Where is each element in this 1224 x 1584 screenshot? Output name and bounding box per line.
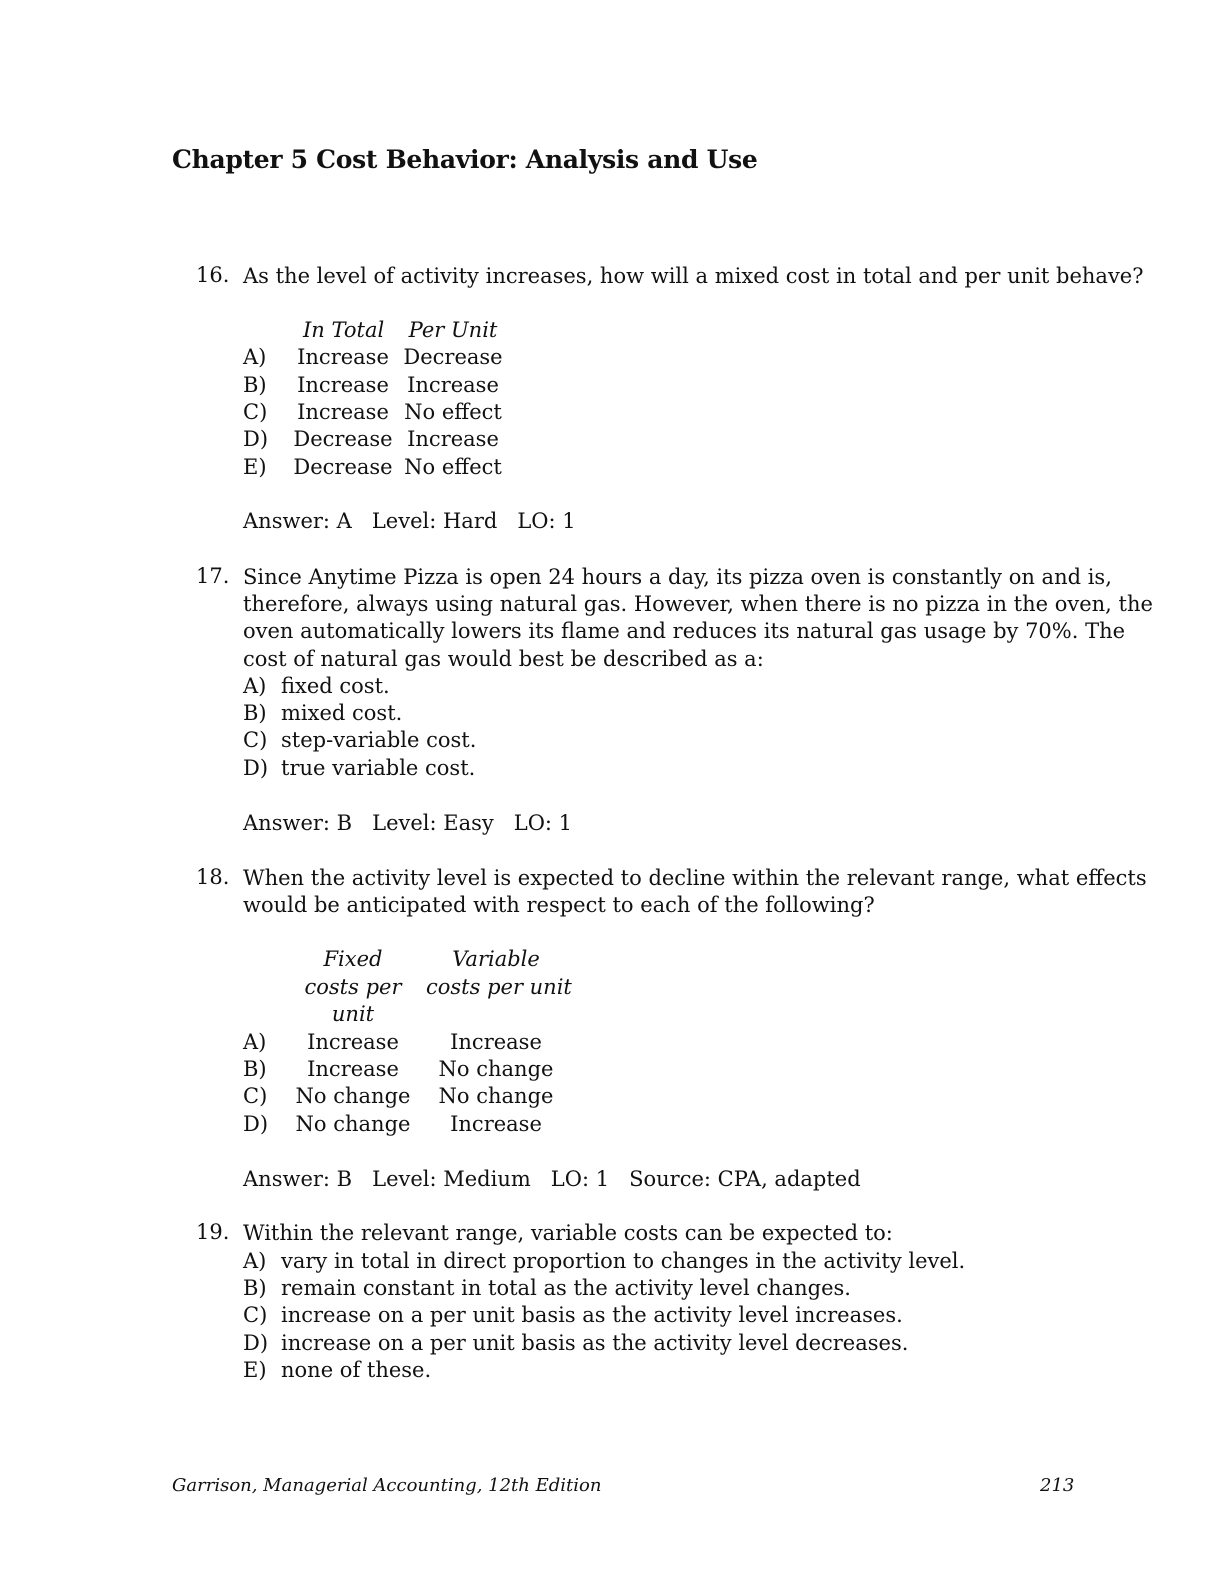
table-cell: No change	[438, 1084, 554, 1108]
table-cell: No change	[295, 1112, 411, 1136]
option-label: A)	[243, 1249, 267, 1273]
answer-line: Answer: A Level: Hard LO: 1	[243, 509, 576, 533]
question-number: 18.	[196, 865, 230, 889]
option-text: remain constant in total as the activity level changes.	[281, 1276, 851, 1300]
option-label: C)	[243, 1084, 268, 1108]
option-text: step-variable cost.	[281, 728, 477, 752]
table-cell: No change	[438, 1057, 554, 1081]
column-header: Variable	[452, 947, 540, 971]
option-label: E)	[243, 455, 267, 479]
question-text-line: Since Anytime Pizza is open 24 hours a day, its pizza oven is constantly on and is,	[243, 565, 1112, 589]
table-cell: Increase	[407, 427, 499, 451]
table-cell: Increase	[297, 373, 389, 397]
table-cell: Decrease	[293, 427, 393, 451]
question-text-line: oven automatically lowers its flame and reduces its natural gas usage by 70%. The	[243, 619, 1126, 643]
question-text: As the level of activity increases, how will a mixed cost in total and per unit behave?	[243, 264, 1144, 288]
question-number: 16.	[196, 263, 230, 287]
option-label: D)	[243, 1112, 269, 1136]
column-header: costs per	[304, 975, 402, 999]
table-cell: Decrease	[403, 345, 503, 369]
table-cell: Decrease	[293, 455, 393, 479]
option-label: B)	[243, 1057, 267, 1081]
table-cell: Increase	[407, 373, 499, 397]
option-label: A)	[243, 674, 267, 698]
table-cell: Increase	[297, 345, 389, 369]
option-label: D)	[243, 427, 269, 451]
option-label: C)	[243, 728, 268, 752]
table-cell: Increase	[307, 1057, 399, 1081]
option-text: none of these.	[281, 1358, 432, 1382]
footer-source: Garrison, Managerial Accounting, 12th Edition	[172, 1475, 602, 1496]
option-text: fixed cost.	[281, 674, 390, 698]
option-text: vary in total in direct proportion to changes in the activity level.	[281, 1249, 966, 1273]
question-number: 17.	[196, 564, 230, 588]
option-label: E)	[243, 1358, 267, 1382]
option-label: C)	[243, 400, 268, 424]
option-text: increase on a per unit basis as the activity level increases.	[281, 1303, 903, 1327]
option-label: A)	[243, 345, 267, 369]
option-label: A)	[243, 1030, 267, 1054]
column-header: costs per unit	[426, 975, 572, 999]
answer-line: Answer: B Level: Medium LO: 1 Source: CPA, adapted	[243, 1167, 861, 1191]
option-text: increase on a per unit basis as the activity level decreases.	[281, 1331, 909, 1355]
table-cell: Increase	[450, 1112, 542, 1136]
question-text-line: would be anticipated with respect to each of the following?	[243, 893, 875, 917]
question-text-line: cost of natural gas would best be described as a:	[243, 647, 764, 671]
answer-line: Answer: B Level: Easy LO: 1	[243, 811, 573, 835]
table-cell: Increase	[297, 400, 389, 424]
option-label: C)	[243, 1303, 268, 1327]
question-number: 19.	[196, 1220, 230, 1244]
table-cell: Increase	[450, 1030, 542, 1054]
question-text-line: therefore, always using natural gas. However, when there is no pizza in the oven, the	[243, 592, 1153, 616]
table-cell: No change	[295, 1084, 411, 1108]
column-header: unit	[331, 1002, 375, 1026]
option-text: mixed cost.	[281, 701, 403, 725]
option-label: B)	[243, 373, 267, 397]
question-text: Within the relevant range, variable costs can be expected to:	[243, 1221, 893, 1245]
page-number: 213	[1040, 1475, 1075, 1496]
table-cell: Increase	[307, 1030, 399, 1054]
option-label: B)	[243, 701, 267, 725]
table-cell: No effect	[404, 400, 502, 424]
option-label: D)	[243, 1331, 269, 1355]
chapter-title: Chapter 5 Cost Behavior: Analysis and Use	[172, 145, 758, 174]
option-label: D)	[243, 756, 269, 780]
column-header: Per Unit	[408, 318, 498, 342]
option-text: true variable cost.	[281, 756, 476, 780]
option-label: B)	[243, 1276, 267, 1300]
question-text-line: When the activity level is expected to decline within the relevant range, what effects	[243, 866, 1147, 890]
table-cell: No effect	[404, 455, 502, 479]
column-header: Fixed	[323, 947, 383, 971]
column-header: In Total	[303, 318, 385, 342]
